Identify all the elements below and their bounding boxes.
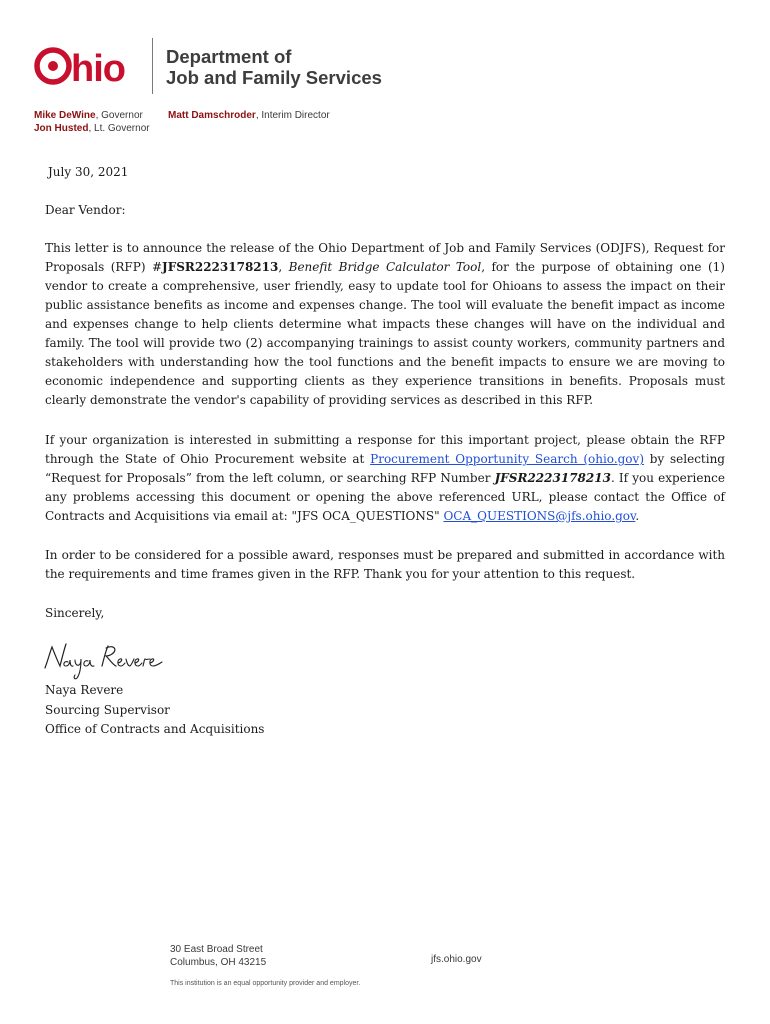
department-name bbox=[166, 46, 382, 88]
signer-name: Naya Revere bbox=[45, 683, 124, 697]
tool-name: Benefit Bridge Calculator Tool bbox=[288, 260, 482, 274]
letter-date: July 30, 2021 bbox=[48, 165, 129, 179]
logo-divider bbox=[152, 38, 153, 94]
signer-title: Sourcing Supervisor bbox=[45, 702, 170, 717]
salutation: Dear Vendor: bbox=[45, 203, 126, 217]
signature-block bbox=[45, 681, 264, 740]
footer-eeo-statement: This institution is an equal opportunity provider and employer. bbox=[170, 980, 361, 987]
department-line2: Job and Family Services bbox=[166, 67, 382, 88]
rfp-number-italic: JFSR2223178213 bbox=[494, 471, 611, 485]
footer-website: jfs.ohio.gov bbox=[431, 954, 482, 965]
director-title: , Interim Director bbox=[255, 110, 330, 121]
governor-title: , Governor bbox=[95, 110, 143, 121]
address-line2: Columbus, OH 43215 bbox=[170, 956, 267, 968]
ohio-logo bbox=[33, 40, 158, 96]
paragraph-announcement: This letter is to announce the release of the Ohio Department of Job and Family Services (ODJFS), Request for Proposals (RFP) #JFSR2223178213, Benefit Bridge Calculator Tool, for the purpose of obtaining one (1) vendor to create a comprehensive, user friendly, easy to update tool for Ohioans to assess the impact on their public assistance benefits as income and expenses change. The tool will evaluate the benefit impact as income and expenses change to help clients determine what impacts these changes will have on the individual and family. The tool will provide two (2) accompanying trainings to assist county workers, community partners and stakeholders with understanding how the tool functions and the benefit impacts to ensure we are moving to economic independence and supporting clients as they experience transitions in benefits. Proposals must clearly demonstrate the vendor's capability of providing services as described in this RFP. bbox=[45, 241, 725, 407]
lt-governor-title: , Lt. Governor bbox=[88, 122, 150, 134]
footer-address bbox=[170, 944, 266, 969]
director-block bbox=[168, 110, 330, 123]
svg-text:hio: hio bbox=[71, 48, 125, 90]
governor-block bbox=[34, 110, 150, 135]
oca-email-link[interactable]: OCA_QUESTIONS@jfs.ohio.gov bbox=[443, 509, 636, 523]
governor-name: Mike DeWine bbox=[34, 110, 96, 121]
rfp-number: JFSR2223178213 bbox=[162, 260, 279, 274]
procurement-search-link[interactable]: Procurement Opportunity Search (ohio.gov) bbox=[370, 452, 644, 466]
paragraph-instructions: If your organization is interested in submitting a response for this important project, please obtain the RFP through the State of Ohio Procurement website at Procurement Opportunity Search (ohio.gov) by selecting “Request for Proposals” from the left column, or searching RFP Number JFSR2223178213. If you experience any problems accessing this document or opening the above referenced URL, please contact the Office of Contracts and Acquisitions via email at: "JFS OCA_QUESTIONS" OCA_QUESTIONS@jfs.ohio.gov. bbox=[45, 433, 725, 523]
handwritten-signature bbox=[42, 638, 172, 680]
director-name: Matt Damschroder bbox=[168, 110, 256, 121]
closing: Sincerely, bbox=[45, 606, 105, 620]
signer-office: Office of Contracts and Acquisitions bbox=[45, 722, 265, 736]
address-line1: 30 East Broad Street bbox=[170, 944, 263, 955]
department-line1: Department of bbox=[166, 46, 292, 67]
lt-governor-name: Jon Husted bbox=[34, 122, 89, 134]
paragraph-closing: In order to be considered for a possible award, responses must be prepared and submitted in accordance with the requirements and time frames given in the RFP. Thank you for your attention to this request. bbox=[45, 548, 725, 581]
